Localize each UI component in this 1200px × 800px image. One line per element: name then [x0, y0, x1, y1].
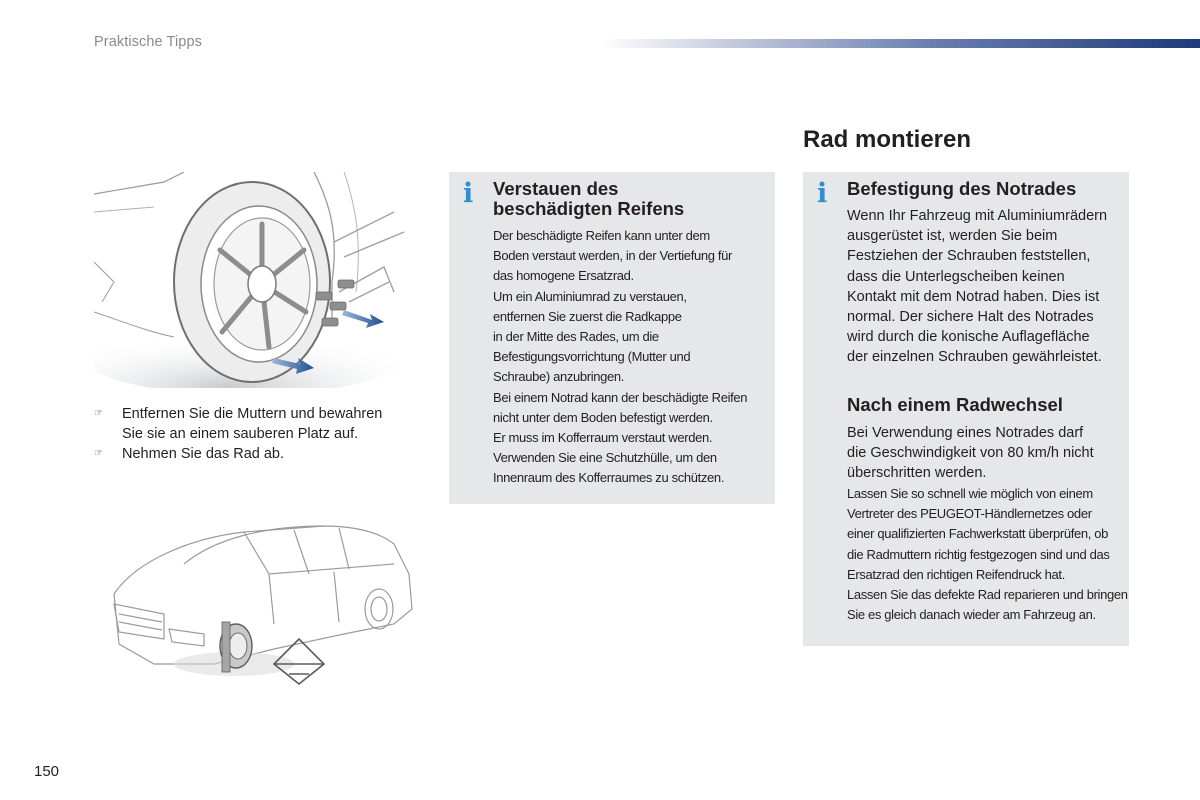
storage-info-box [449, 172, 775, 504]
list-item [94, 404, 414, 444]
spare-wheel-box-title: Befestigung des Notrades [847, 178, 1077, 199]
info-icon: i [817, 178, 828, 209]
section-title: Praktische Tipps [94, 34, 202, 50]
spare-wheel-info-box [803, 172, 1129, 646]
instruction-text: Entfernen Sie die Muttern und bewahren [122, 406, 383, 422]
page-number: 150 [34, 763, 60, 780]
car-on-jack-illustration [94, 514, 424, 694]
list-item [94, 444, 414, 464]
storage-box-text: Der beschädigte Reifen kann unter dem Boden verstaut werden, in der Vertiefung für das homogene Ersatzrad. Um ein Aluminiumrad zu verstauen, entfernen Sie zuerst die Radkappe in der Mitte des Rades, um die Befestigungsvorrichtung (Mutter und Schraube) anzubringen. Bei einem Notrad kann der beschädigte Reifen nicht unter dem Boden befestigt werden. Er muss im Kofferraum verstaut werden. Verwenden Sie eine Schutzhülle, um den Innenraum des Kofferraumes zu schützen. [493, 228, 748, 486]
after-wheel-change-note: Lassen Sie so schnell wie möglich von einem Vertreter des PEUGEOT-Händlernetzes oder einer qualifizierten Fachwerkstatt überprüfen, ob die Radmuttern richtig festgezogen sind und das Ersatzrad den richtigen Reifendruck hat. Lassen Sie das defekte Rad reparieren und bringen Sie es gleich danach wieder am Fahrzeug an. [847, 486, 1128, 623]
info-icon: i [463, 178, 474, 209]
hand-pointer-icon: ☞ [94, 448, 103, 459]
storage-box-title: Verstauen des beschädigten Reifens [493, 178, 685, 219]
after-wheel-change-text: Bei Verwendung eines Notrades darf die Geschwindigkeit von 80 km/h nicht überschritten werden. [847, 425, 1094, 482]
hand-pointer-icon: ☞ [94, 408, 103, 419]
after-wheel-change-subtitle: Nach einem Radwechsel [847, 394, 1063, 415]
section-heading: Rad montieren [803, 126, 972, 153]
instruction-text: Nehmen Sie das Rad ab. [122, 446, 285, 462]
wheel-removal-illustration [94, 172, 420, 388]
instruction-list [94, 404, 414, 464]
header-accent-bar [600, 39, 1200, 48]
instruction-text: Sie sie an einem sauberen Platz auf. [122, 426, 359, 442]
spare-wheel-box-text: Wenn Ihr Fahrzeug mit Aluminiumrädern ausgerüstet ist, werden Sie beim Festziehen der Schrauben feststellen, dass die Unterlegscheiben keinen Kontakt mit dem Notrad haben. Dies ist normal. Der sichere Halt des Notrades wird durch die konische Auflagefläche der einzelnen Schrauben gewährleistet. [847, 208, 1108, 366]
